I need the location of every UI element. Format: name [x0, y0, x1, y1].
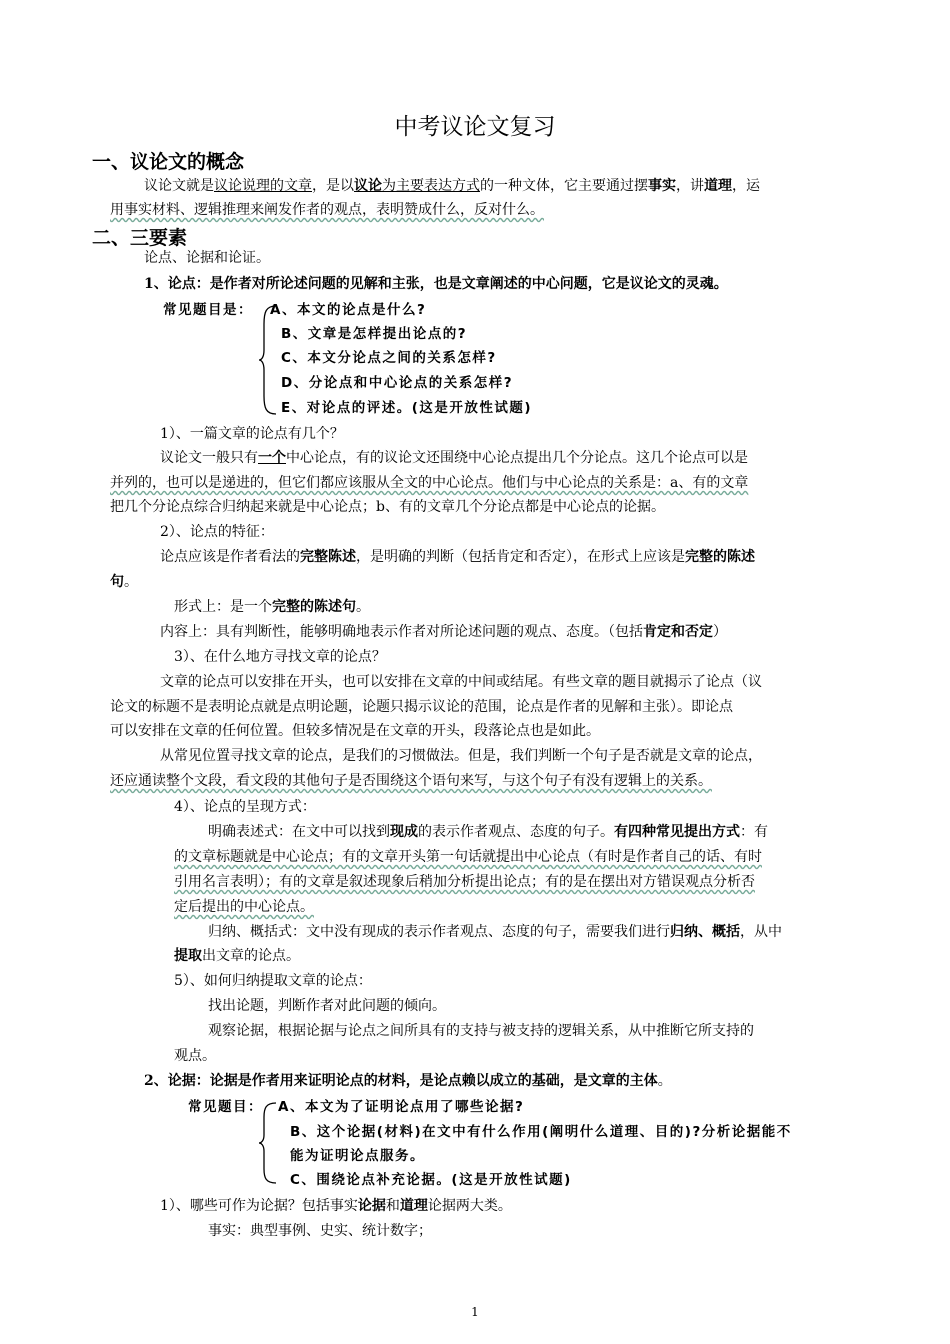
paragraph-line: 明确表述式：在文中可以找到现成的表示作者观点、态度的句子。有四种常见提出方式：有 — [208, 824, 768, 840]
question-item: E、对论点的评述。(这是开放性试题) — [281, 400, 533, 416]
paragraph-line: 事实：典型事例、史实、统计数字； — [208, 1223, 432, 1239]
lundian-definition: 1、论点：是作者对所论述问题的见解和主张，也是文章阐述的中心问题，它是议论文的灵魂。 — [144, 276, 728, 292]
section-heading-three-elements: 二、三要素 — [92, 227, 188, 249]
page-title: 中考议论文复习 — [394, 114, 556, 140]
question-item: D、分论点和中心论点的关系怎样? — [281, 375, 514, 391]
three-elements-intro: 论点、论据和论证。 — [144, 250, 270, 266]
subheading-5: 5）、如何归纳提取文章的论点： — [174, 973, 372, 989]
question-item: B、文章是怎样提出论点的? — [281, 326, 468, 342]
page-number: 1 — [471, 1305, 479, 1319]
paragraph-line: 找出论题，判断作者对此问题的倾向。 — [208, 998, 446, 1014]
paragraph-line: 形式上：是一个完整的陈述句。 — [174, 599, 370, 615]
paragraph-line: 归纳、概括式：文中没有现成的表示作者观点、态度的句子，需要我们进行归纳、概括，从中 — [208, 924, 782, 940]
question-list-label-2: 常见题目： — [188, 1099, 263, 1115]
subheading-evidence: 1）、哪些可作为论据？包括事实论据和道理论据两大类。 — [160, 1198, 512, 1214]
paragraph-line: 定后提出的中心论点。 — [174, 899, 314, 915]
paragraph-line: 可以安排在文章的任何位置。但较多情况是在文章的开头，段落论点也是如此。 — [110, 723, 600, 739]
paragraph-line: 议论文一般只有一个中心论点，有的议论文还围绕中心论点提出几个分论点。这几个论点可以是 — [160, 450, 748, 466]
question-list-label-1: 常见题目是： — [163, 302, 253, 318]
paragraph-line: 论文的标题不是表明论点就是点明论题，论题只揭示议论的范围，论点是作者的见解和主张）。即论点 — [110, 699, 733, 715]
paragraph-line: 内容上：具有判断性，能够明确地表示作者对所论述问题的观点、态度。（包括肯定和否定） — [160, 624, 727, 640]
paragraph-line: 引用名言表明）；有的文章是叙述现象后稍加分析提出论点；有的是在摆出对方错误观点分析否 — [174, 874, 755, 890]
paragraph-line: 文章的论点可以安排在开头，也可以安排在文章的中间或结尾。有些文章的题目就揭示了论点（议 — [160, 674, 762, 690]
question-item: 能为证明论点服务。 — [290, 1148, 425, 1164]
paragraph-line: 论点应该是作者看法的完整陈述，是明确的判断（包括肯定和否定），在形式上应该是完整的陈述 — [160, 549, 755, 565]
subheading-4: 4）、论点的呈现方式： — [174, 799, 316, 815]
lunju-definition: 2、论据：论据是作者用来证明论点的材料，是论点赖以成立的基础，是文章的主体。 — [144, 1073, 672, 1089]
subheading-2: 2）、论点的特征： — [160, 524, 274, 540]
paragraph-line: 并列的，也可以是递进的，但它们都应该服从全文的中心论点。他们与中心论点的关系是：a、有的文章 — [110, 475, 749, 491]
question-item: C、本文分论点之间的关系怎样? — [281, 350, 497, 366]
paragraph-line: 提取出文章的论点。 — [174, 948, 300, 964]
left-brace-icon — [258, 1101, 280, 1185]
paragraph-line: 从常见位置寻找文章的论点，是我们的习惯做法。但是，我们判断一个句子是否就是文章的论点， — [160, 748, 762, 764]
concept-paragraph-line-2: 用事实材料、逻辑推理来阐发作者的观点，表明赞成什么，反对什么。 — [110, 202, 544, 218]
left-brace-icon — [258, 304, 280, 416]
question-item: B、这个论据(材料)在文中有什么作用(阐明什么道理、目的)?分析论据能不 — [290, 1124, 792, 1140]
paragraph-line: 句。 — [110, 574, 138, 590]
question-item: A、本文为了证明论点用了哪些论据? — [278, 1099, 525, 1115]
paragraph-line: 还应通读整个文段，看文段的其他句子是否围绕这个语句来写，与这个句子有没有逻辑上的关系。 — [110, 773, 712, 789]
paragraph-line: 观点。 — [174, 1048, 216, 1064]
question-item: C、围绕论点补充论据。(这是开放性试题) — [290, 1172, 572, 1188]
question-item: A、本文的论点是什么? — [270, 302, 427, 318]
paragraph-line: 观察论据，根据论据与论点之间所具有的支持与被支持的逻辑关系，从中推断它所支持的 — [208, 1023, 754, 1039]
subheading-1: 1）、一篇文章的论点有几个？ — [160, 426, 344, 442]
section-heading-concept: 一、议论文的概念 — [92, 151, 245, 173]
paragraph-line: 的文章标题就是中心论点；有的文章开头第一句话就提出中心论点（有时是作者自己的话、有时 — [174, 849, 762, 865]
subheading-3: 3）、在什么地方寻找文章的论点？ — [174, 649, 386, 665]
concept-paragraph-line-1: 议论文就是议论说理的文章，是以议论为主要表达方式的一种文体，它主要通过摆事实，讲道理，运 — [144, 178, 760, 194]
paragraph-line: 把几个分论点综合归纳起来就是中心论点；b、有的文章几个分论点都是中心论点的论据。 — [110, 499, 665, 515]
